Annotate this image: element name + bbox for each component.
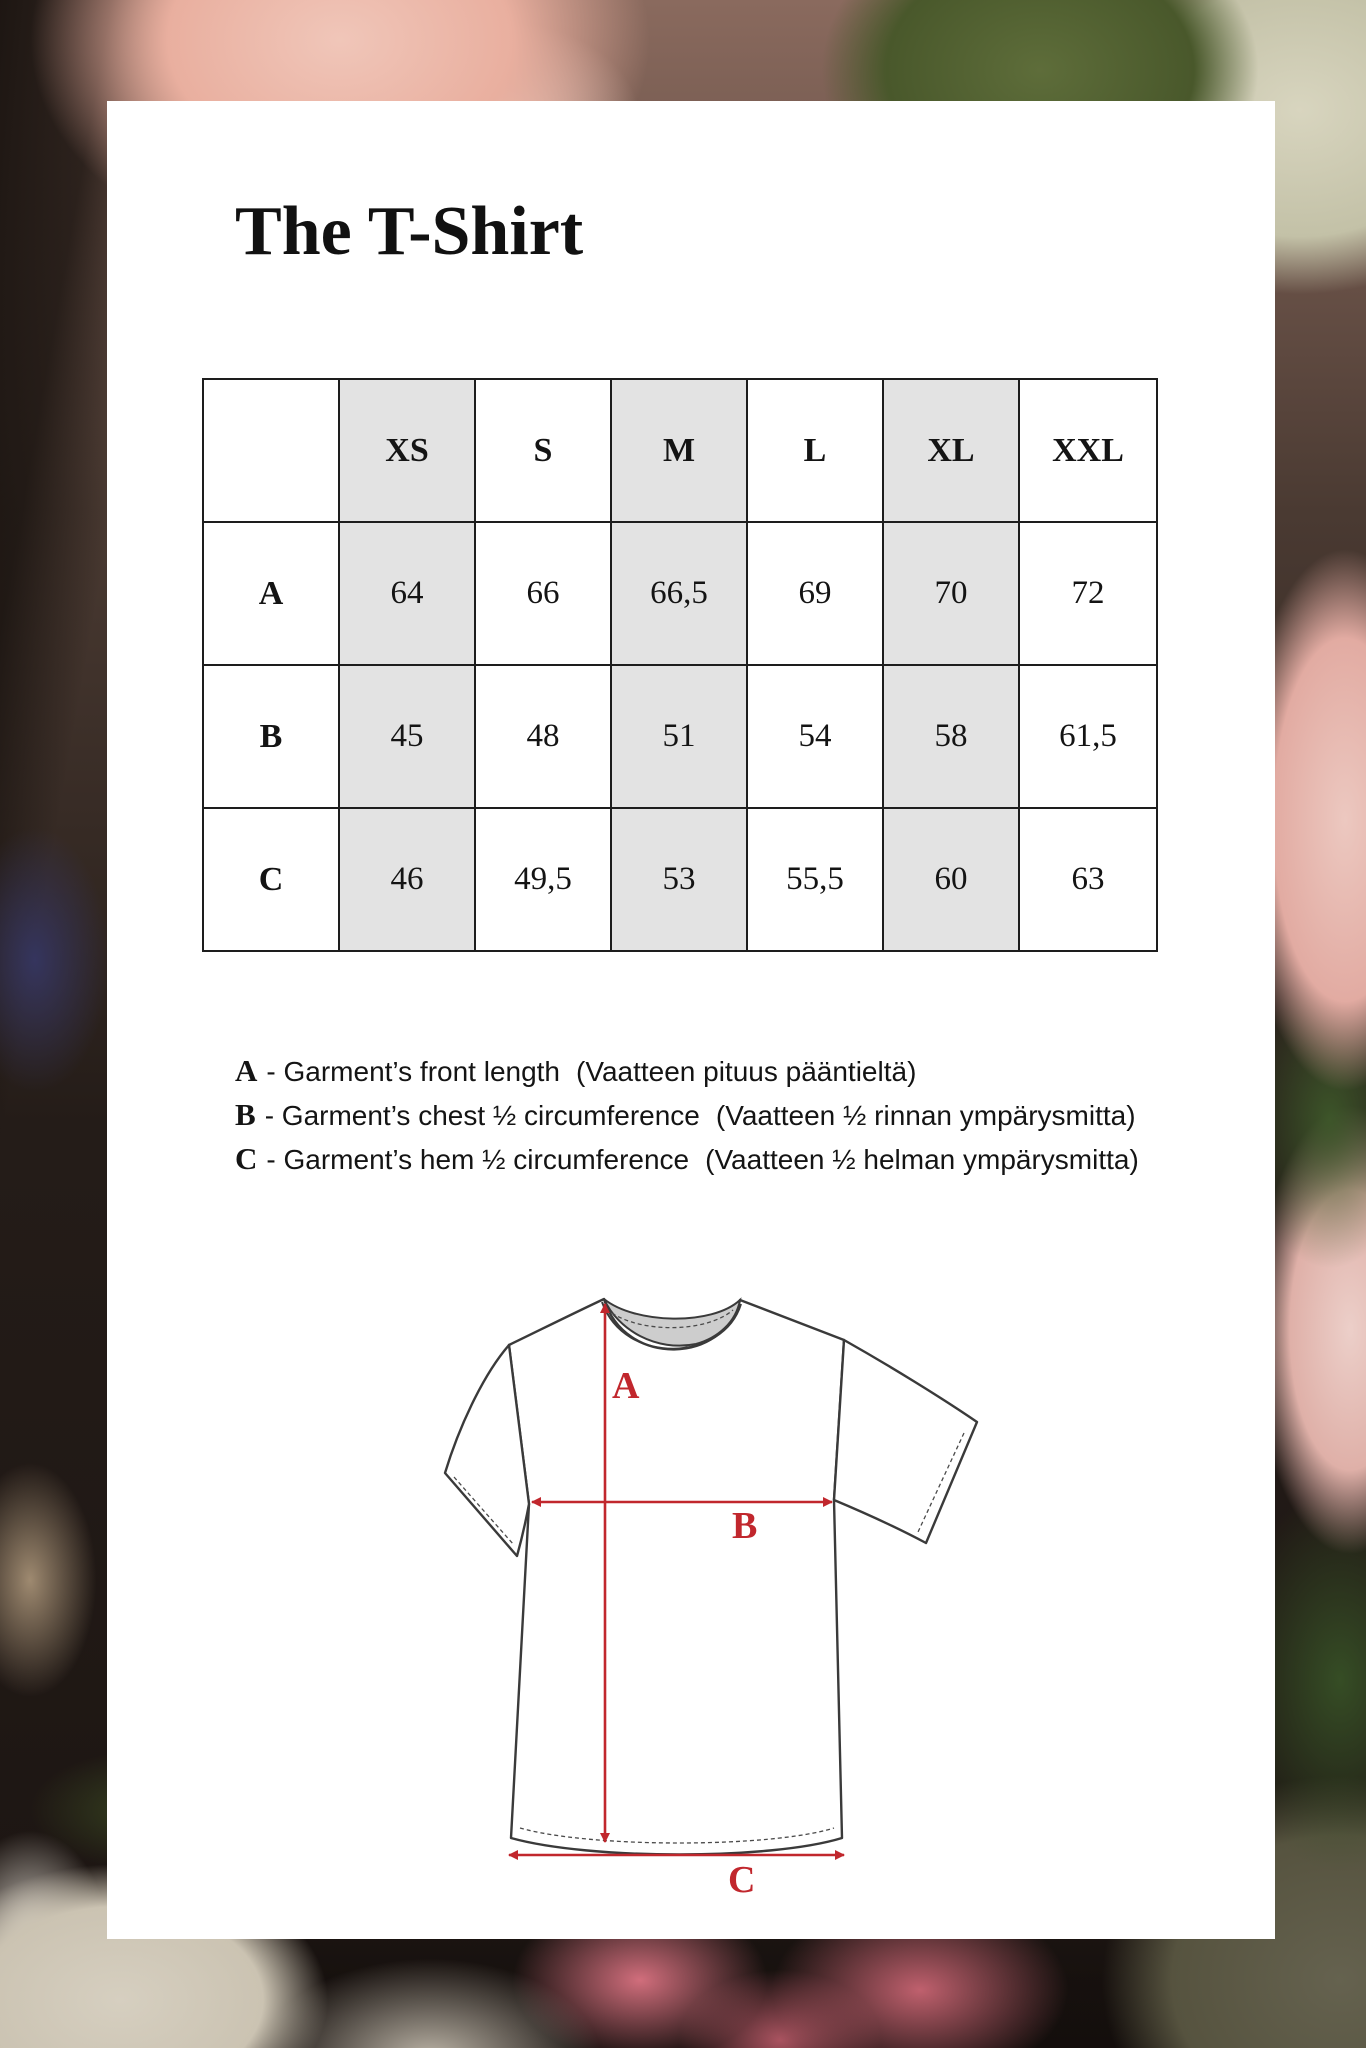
tshirt-diagram [440,1280,985,1900]
page-title: The T-Shirt [235,193,584,270]
value-cell: 46 [339,808,475,951]
size-chart-card [107,101,1275,1939]
size-header-cell: XXL [1019,379,1157,522]
value-cell: 69 [747,522,883,665]
size-header-cell: S [475,379,611,522]
table-row [203,808,1157,951]
value-cell: 48 [475,665,611,808]
legend-letter: C [235,1141,258,1176]
legend-letter: A [235,1053,258,1088]
corner-cell [203,379,339,522]
measurement-legend [235,1049,1139,1181]
tshirt-right-sleeve [834,1340,977,1543]
tshirt-body [509,1299,844,1855]
size-header-cell: XL [883,379,1019,522]
value-cell: 55,5 [747,808,883,951]
legend-finnish: (Vaatteen ½ helman ympärysmitta) [705,1144,1139,1175]
row-label-cell: B [203,665,339,808]
value-cell: 54 [747,665,883,808]
table-row [203,665,1157,808]
legend-line-b [235,1093,1139,1137]
value-cell: 72 [1019,522,1157,665]
legend-english: - Garment’s chest ½ circumference [264,1100,700,1131]
legend-line-c [235,1137,1139,1181]
row-label-cell: A [203,522,339,665]
legend-finnish: (Vaatteen ½ rinnan ympärysmitta) [715,1100,1136,1131]
value-cell: 60 [883,808,1019,951]
value-cell: 64 [339,522,475,665]
value-cell: 58 [883,665,1019,808]
size-table [202,378,1158,952]
size-header-cell: XS [339,379,475,522]
legend-finnish: (Vaatteen pituus pääntieltä) [576,1056,917,1087]
row-label-cell: C [203,808,339,951]
size-header-cell: M [611,379,747,522]
measure-c-label: C [728,1859,756,1900]
measure-b-label: B [732,1505,758,1547]
legend-letter: B [235,1097,256,1132]
legend-english: - Garment’s hem ½ circumference [266,1144,690,1175]
value-cell: 66 [475,522,611,665]
size-header-cell: L [747,379,883,522]
legend-line-a [235,1049,1139,1093]
value-cell: 66,5 [611,522,747,665]
value-cell: 53 [611,808,747,951]
value-cell: 63 [1019,808,1157,951]
value-cell: 70 [883,522,1019,665]
value-cell: 51 [611,665,747,808]
value-cell: 61,5 [1019,665,1157,808]
value-cell: 45 [339,665,475,808]
value-cell: 49,5 [475,808,611,951]
legend-english: - Garment’s front length [266,1056,561,1087]
table-row [203,522,1157,665]
table-header-row [203,379,1157,522]
measure-a-label: A [612,1365,640,1407]
